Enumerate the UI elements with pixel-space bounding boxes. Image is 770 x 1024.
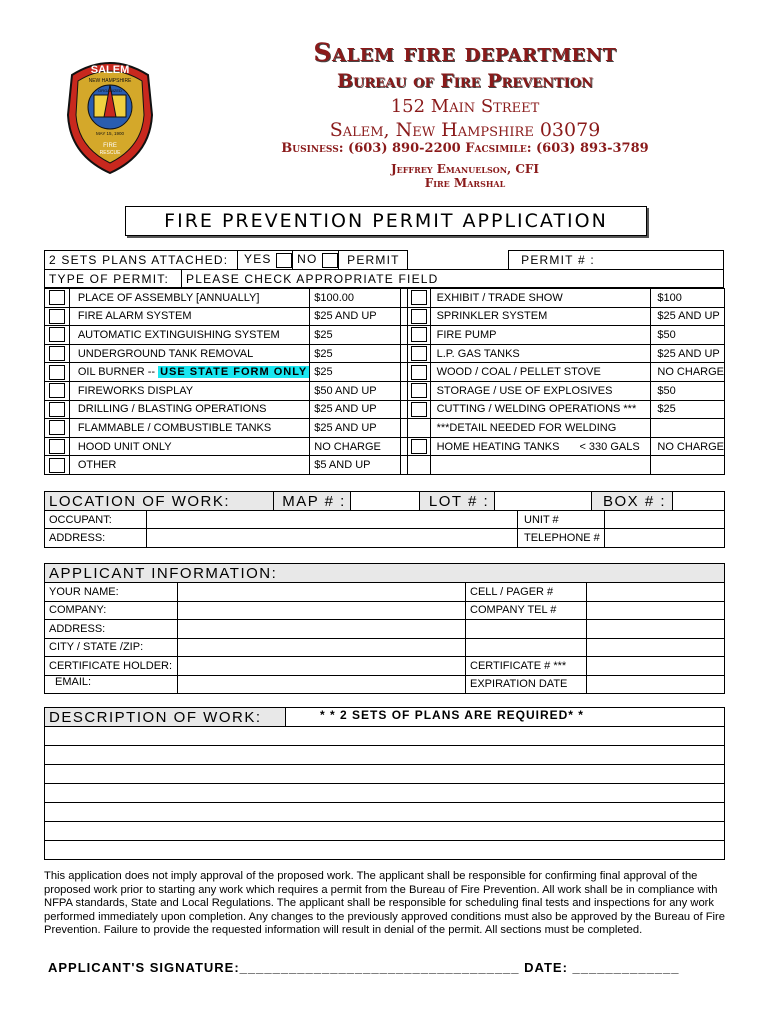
grid-spacer (400, 363, 407, 382)
description-line[interactable] (45, 727, 725, 746)
state-form-highlight: USE STATE FORM ONLY (160, 366, 308, 379)
grid-spacer (400, 437, 407, 456)
signature-line (48, 960, 680, 975)
permit-fee: $25 AND UP (310, 400, 401, 419)
permit-row (45, 344, 725, 363)
certificate-number-label: CERTIFICATE # *** (466, 657, 587, 676)
cell-pager-label: CELL / PAGER # (466, 583, 587, 602)
permit-checkbox-cell (45, 344, 70, 363)
permit-checkbox[interactable] (411, 290, 427, 305)
permit-checkbox-cell (45, 363, 70, 382)
permit-checkbox-cell (45, 289, 70, 308)
description-header-table (44, 707, 725, 727)
company-tel-label: COMPANY TEL # (466, 601, 587, 620)
permit-type-label: OIL BURNER -- (77, 366, 156, 379)
telephone-field[interactable] (605, 529, 725, 548)
permit-type-name (69, 289, 309, 308)
permit-fee: $25 (310, 344, 401, 363)
email-label: EMAIL: (45, 675, 178, 694)
unit-field[interactable] (605, 511, 725, 529)
permit-type-name (430, 344, 651, 363)
permit-type-label: FIREWORKS DISPLAY (77, 384, 194, 397)
check-instruction: PLEASE CHECK APPROPRIATE FIELD (182, 270, 724, 288)
permit-type-label: PLACE OF ASSEMBLY [ANNUALLY] (77, 291, 260, 304)
grid-spacer (400, 326, 407, 345)
permit-fee: $50 (651, 381, 725, 400)
permit-checkbox-cell (407, 307, 430, 326)
permit-checkbox-cell (45, 326, 70, 345)
city-state-zip-extra-2[interactable] (587, 638, 725, 657)
unit-label: UNIT # (518, 511, 605, 529)
permit-checkbox-cell (45, 419, 70, 438)
description-line[interactable] (45, 746, 725, 765)
permit-checkbox-cell (45, 456, 70, 475)
permit-fee: $25 (310, 326, 401, 345)
permit-type-grid (44, 288, 725, 475)
permit-checkbox[interactable] (49, 290, 65, 305)
permit-type-name (69, 419, 309, 438)
form-title-box (125, 206, 647, 236)
description-lines (44, 726, 725, 860)
permit-type-name (69, 456, 309, 475)
permit-checkbox-cell (45, 400, 70, 419)
plans-attached-label: 2 SETS PLANS ATTACHED: (45, 251, 238, 270)
description-line[interactable] (45, 822, 725, 841)
permit-checkbox[interactable] (411, 346, 427, 361)
permit-fee: $25 AND UP (310, 419, 401, 438)
permit-checkbox-cell (45, 381, 70, 400)
permit-type-name (430, 400, 651, 419)
permit-fee: $25 (310, 363, 401, 382)
applicant-address-extra[interactable] (466, 620, 587, 639)
certificate-holder-field[interactable] (178, 657, 466, 676)
no-option (293, 251, 339, 270)
permit-fee: NO CHARGE (310, 437, 401, 456)
permit-type-label: DRILLING / BLASTING OPERATIONS (77, 403, 267, 416)
permit-type-name (69, 400, 309, 419)
location-address-field[interactable] (147, 529, 518, 548)
permit-type-label: L.P. GAS TANKS (436, 347, 520, 360)
permit-type-label: WOOD / COAL / PELLET STOVE (436, 366, 601, 379)
your-name-field[interactable] (178, 583, 466, 602)
permit-type-label: UNDERGROUND TANK REMOVAL (77, 347, 254, 360)
permit-row (45, 400, 725, 419)
permit-type-label: FIRE ALARM SYSTEM (77, 310, 192, 323)
location-fields-table (44, 510, 725, 548)
permit-fee: $25 AND UP (310, 307, 401, 326)
bureau-name: Bureau of Fire Prevention (336, 70, 594, 92)
fire-department-patch-logo (64, 55, 156, 175)
permit-fee: $5 AND UP (310, 456, 401, 475)
permit-checkbox-cell (407, 381, 430, 400)
permit-type-label: HOOD UNIT ONLY (77, 440, 172, 453)
permit-fee: $25 AND UP (651, 307, 725, 326)
applicant-signature-label[interactable]: APPLICANT'S SIGNATURE:__________________________________ (48, 960, 520, 975)
city-state-zip: Salem, New Hampshire 03079 (329, 119, 601, 141)
logo-text-fire: FIRE (103, 143, 117, 149)
permit-type-name (430, 456, 651, 475)
permit-type-label: HOME HEATING TANKS (436, 440, 560, 453)
grid-spacer (400, 400, 407, 419)
applicant-address-extra-2[interactable] (587, 620, 725, 639)
type-of-permit-label: TYPE OF PERMIT: (45, 270, 182, 288)
occupant-field[interactable] (147, 511, 518, 529)
permit-row (45, 363, 725, 382)
phone-numbers: Business: (603) 890-2200 Facsimile: (603) 893-3789 (281, 141, 649, 156)
permit-checkbox-cell (45, 307, 70, 326)
certificate-holder-label: CERTIFICATE HOLDER: (45, 657, 178, 676)
permit-checkbox[interactable] (411, 439, 427, 454)
description-line[interactable] (45, 784, 725, 803)
permit-type-name (430, 289, 651, 308)
no-label: NO (297, 252, 318, 267)
permit-type-label: CUTTING / WELDING OPERATIONS *** (436, 403, 637, 416)
permit-checkbox[interactable] (49, 383, 65, 398)
map-number-label: MAP # : (274, 492, 351, 511)
yes-label: YES (244, 252, 272, 267)
permit-type-name (430, 437, 651, 456)
logo-text-salem: SALEM (90, 64, 130, 76)
permit-fee (651, 419, 725, 438)
occupant-label: OCCUPANT: (45, 511, 147, 529)
permit-fee: $50 AND UP (310, 381, 401, 400)
permit-fee: NO CHARGE (651, 437, 725, 456)
permit-type-label: FLAMMABLE / COMBUSTIBLE TANKS (77, 421, 272, 434)
permit-row (45, 437, 725, 456)
expiration-date-label: EXPIRATION DATE (466, 675, 587, 694)
permit-type-label: SPRINKLER SYSTEM (436, 310, 548, 323)
email-field[interactable] (178, 675, 466, 694)
permit-checkbox-cell (407, 344, 430, 363)
grid-spacer (400, 344, 407, 363)
description-title: DESCRIPTION OF WORK: (45, 708, 286, 727)
description-line[interactable] (45, 765, 725, 784)
permit-type-name (430, 381, 651, 400)
applicant-header-table (44, 563, 725, 583)
permit-checkbox[interactable] (411, 327, 427, 342)
lot-number-field[interactable] (495, 492, 592, 511)
company-label: COMPANY: (45, 601, 178, 620)
city-state-zip-extra[interactable] (466, 638, 587, 657)
cell-pager-field[interactable] (587, 583, 725, 602)
permit-checkbox[interactable] (49, 365, 65, 380)
permit-number-field[interactable] (613, 251, 723, 270)
certificate-number-field[interactable] (587, 657, 725, 676)
telephone-label: TELEPHONE # (518, 529, 605, 548)
permit-type-name (430, 307, 651, 326)
expiration-date-field[interactable] (587, 675, 725, 694)
street-address: 152 Main Street (390, 96, 540, 117)
permit-fee: $25 (651, 400, 725, 419)
permit-checkbox[interactable] (411, 402, 427, 417)
permit-checkbox[interactable] (49, 420, 65, 435)
location-header-table (44, 491, 725, 511)
type-of-permit-row (44, 269, 724, 288)
permit-checkbox-cell (407, 400, 430, 419)
permit-row (45, 419, 725, 438)
logo-text-state: NEW HAMPSHIRE (88, 78, 132, 84)
map-number-field[interactable] (351, 492, 420, 511)
yes-checkbox[interactable] (276, 253, 292, 268)
permit-checkbox-cell (407, 437, 430, 456)
permit-checkbox-cell (407, 419, 430, 438)
applicant-fields-table (44, 582, 725, 694)
description-line[interactable] (45, 841, 725, 860)
permit-header-table (44, 250, 724, 270)
city-state-zip-label: CITY / STATE /ZIP: (45, 638, 178, 657)
permit-fee (651, 456, 725, 475)
no-checkbox[interactable] (322, 253, 338, 268)
permit-type-label: STORAGE / USE OF EXPLOSIVES (436, 384, 613, 397)
company-field[interactable] (178, 601, 466, 620)
permit-type-name (69, 437, 309, 456)
permit-row (45, 456, 725, 475)
box-number-field[interactable] (673, 492, 725, 511)
approval-notice: This application does not imply approval of the proposed work. The applicant shall be responsible for confirming final approval of the proposed work prior to starting any work which requires a permit from the Bureau of Fire Prevention. All work shall be in compliance with NFPA standards, State and Local Regulations. The applicant shall be responsible for scheduling final tests and inspections for any work performed immediately upon completion. Any changes to the previously approved conditions must also be approved by the Bureau of Fire Prevention. Failure to provide the requested information will result in denial of the permit. All sections must be completed. (44, 870, 725, 936)
permit-type-name (69, 307, 309, 326)
permit-type-label: OTHER (77, 459, 117, 472)
permit-checkbox[interactable] (49, 402, 65, 417)
permit-checkbox-cell (407, 326, 430, 345)
form-title: FIRE PREVENTION PERMIT APPLICATION (164, 210, 608, 232)
description-line[interactable] (45, 803, 725, 822)
permit-fee: $100.00 (310, 289, 401, 308)
grid-spacer (400, 381, 407, 400)
signature-date-label[interactable]: DATE: _____________ (524, 960, 680, 975)
permit-checkbox-cell (407, 363, 430, 382)
logo-text-organized: ORGANIZED (98, 88, 122, 93)
permit-fee: NO CHARGE (651, 363, 725, 382)
permit-fee: $50 (651, 326, 725, 345)
city-state-zip-field[interactable] (178, 638, 466, 657)
your-name-label: YOUR NAME: (45, 583, 178, 602)
plans-required-note: * * 2 SETS OF PLANS ARE REQUIRED* * (286, 708, 725, 727)
permit-checkbox[interactable] (411, 383, 427, 398)
applicant-address-label: ADDRESS: (45, 620, 178, 639)
permit-checkbox-cell (45, 437, 70, 456)
lot-number-label: LOT # : (420, 492, 495, 511)
permit-type-name (69, 344, 309, 363)
permit-label: PERMIT (339, 251, 408, 270)
permit-type-name (69, 381, 309, 400)
permit-row (45, 381, 725, 400)
permit-number-label: PERMIT # : (509, 251, 614, 270)
permit-row (45, 326, 725, 345)
permit-checkbox[interactable] (49, 439, 65, 454)
box-number-label: BOX # : (592, 492, 673, 511)
fire-marshal-title: Fire Marshal (424, 176, 506, 190)
location-title: LOCATION OF WORK: (45, 492, 274, 511)
permit-type-name (430, 326, 651, 345)
fire-marshal-name: Jeffrey Emanuelson, CFI (390, 162, 540, 176)
permit-checkbox[interactable] (49, 458, 65, 473)
permit-checkbox[interactable] (49, 327, 65, 342)
grid-spacer (400, 289, 407, 308)
permit-checkbox[interactable] (49, 346, 65, 361)
permit-spacer (408, 251, 509, 270)
permit-fee: $25 AND UP (651, 344, 725, 363)
tank-size-note: < 330 GALS (579, 440, 640, 453)
logo-text-date: MAY 15, 1900 (95, 131, 125, 136)
applicant-title: APPLICANT INFORMATION: (45, 564, 725, 583)
permit-type-name (430, 363, 651, 382)
permit-fee: $100 (651, 289, 725, 308)
applicant-address-field[interactable] (178, 620, 466, 639)
yes-option (238, 251, 293, 270)
permit-type-label: AUTOMATIC EXTINGUISHING SYSTEM (77, 328, 280, 341)
permit-type-name (69, 363, 309, 382)
permit-checkbox-cell (407, 456, 430, 475)
grid-spacer (400, 419, 407, 438)
permit-checkbox[interactable] (49, 309, 65, 324)
permit-type-label: ***DETAIL NEEDED FOR WELDING (436, 421, 617, 434)
permit-checkbox-cell (407, 289, 430, 308)
permit-type-name (430, 419, 651, 438)
grid-spacer (400, 307, 407, 326)
department-name: Salem fire department (313, 38, 617, 67)
permit-type-name (69, 326, 309, 345)
company-tel-field[interactable] (587, 601, 725, 620)
permit-checkbox[interactable] (411, 309, 427, 324)
grid-spacer (400, 456, 407, 475)
permit-checkbox[interactable] (411, 365, 427, 380)
permit-row (45, 289, 725, 308)
logo-text-rescue: RESCUE (99, 150, 121, 156)
permit-row (45, 307, 725, 326)
permit-type-label: FIRE PUMP (436, 328, 497, 341)
location-address-label: ADDRESS: (45, 529, 147, 548)
permit-type-label: EXHIBIT / TRADE SHOW (436, 291, 563, 304)
